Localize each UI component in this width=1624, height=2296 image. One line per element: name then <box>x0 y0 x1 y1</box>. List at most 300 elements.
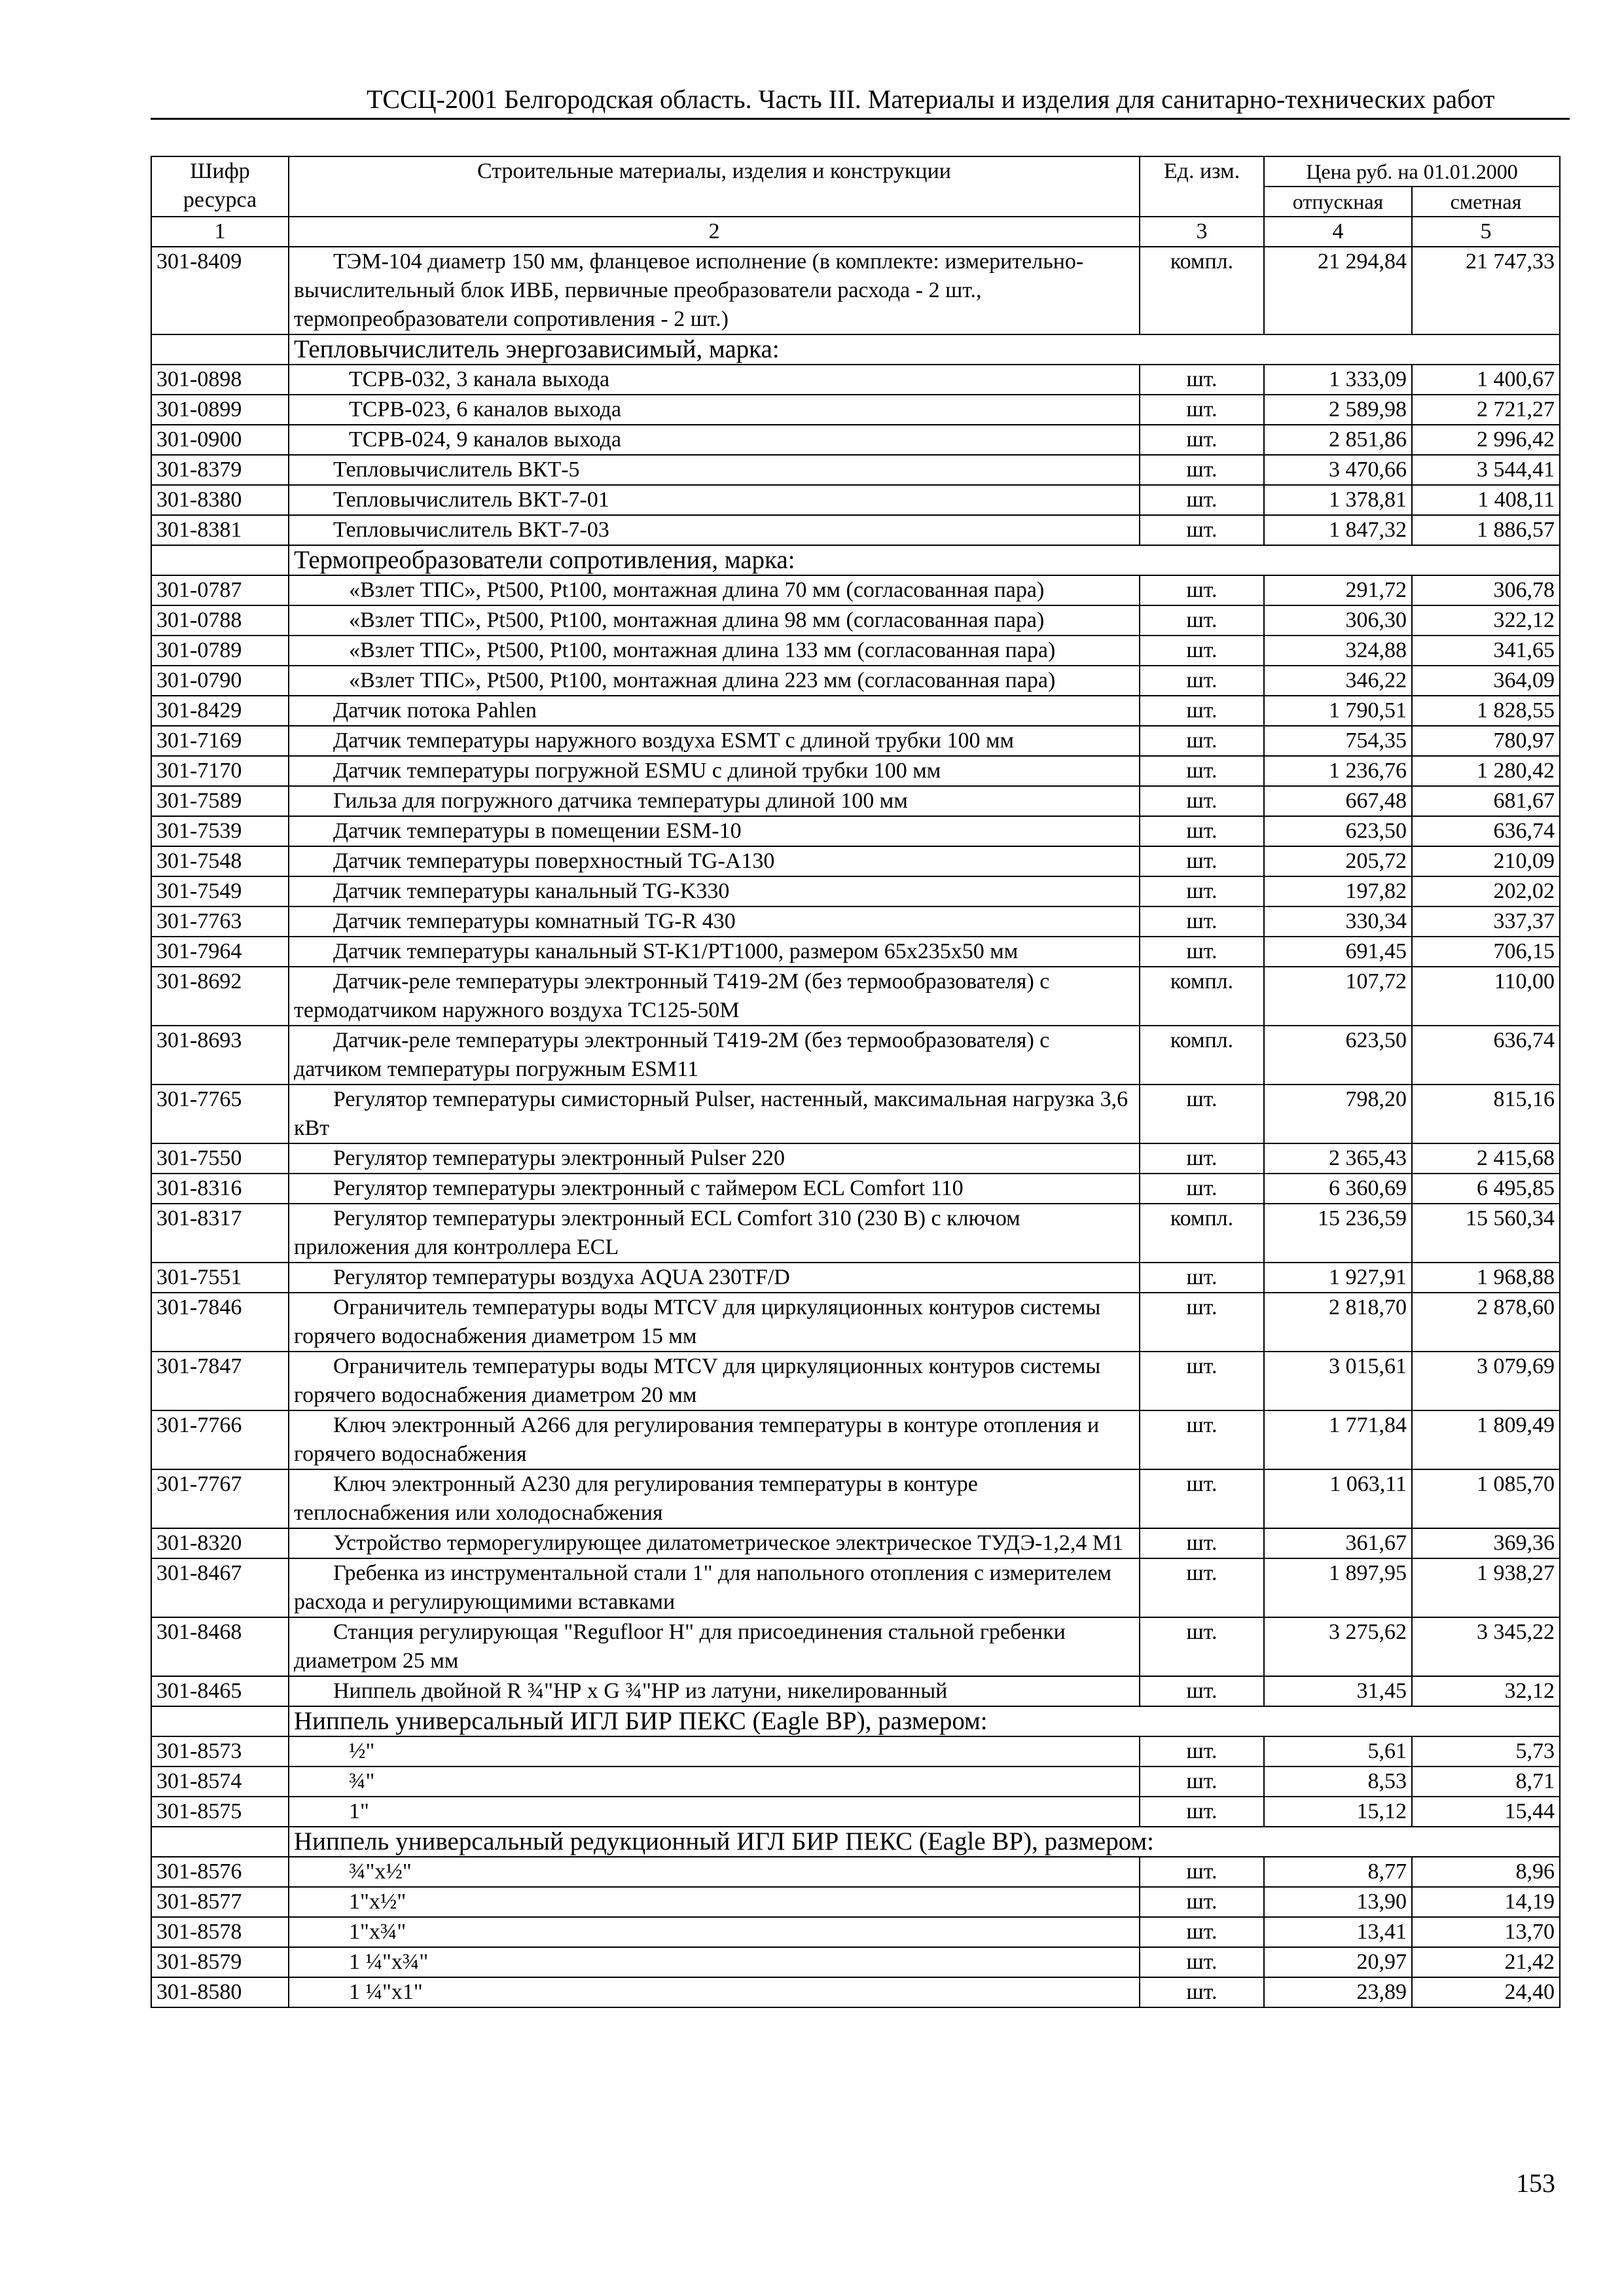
estimate-price-cell: 8,71 <box>1412 1767 1560 1797</box>
table-row <box>151 455 1560 485</box>
release-price-cell: 15,12 <box>1264 1797 1412 1827</box>
table-row <box>151 1917 1560 1947</box>
release-price-cell: 291,72 <box>1264 575 1412 605</box>
material-name-text: ТЭМ-104 диаметр 150 мм, фланцевое исполнение (в комплекте: измерительно-вычислительный блок ИВБ, первичные преобразователи расхода - 2 шт., термопреобразователи сопротивления - 2 шт.) <box>294 249 1084 331</box>
material-name-text: Тепловычислитель ВКТ-5 <box>333 457 580 482</box>
table-row <box>151 1617 1560 1676</box>
material-name-text: ТСРВ-023, 6 каналов выхода <box>349 397 622 422</box>
material-name-cell <box>289 1767 1140 1797</box>
resource-code-cell: 301-0788 <box>151 605 289 636</box>
material-name-text: Датчик-реле температуры электронный Т419-2М (без термообразователя) с датчиком температуры погружным ESM11 <box>294 1028 1050 1081</box>
release-price-cell: 20,97 <box>1264 1947 1412 1977</box>
release-price-cell: 330,34 <box>1264 906 1412 937</box>
estimate-price-cell: 306,78 <box>1412 575 1560 605</box>
unit-cell: шт. <box>1140 906 1264 937</box>
resource-code-cell: 301-8579 <box>151 1947 289 1977</box>
material-name-cell <box>289 1558 1140 1617</box>
release-price-cell: 5,61 <box>1264 1736 1412 1767</box>
unit-cell: шт. <box>1140 1917 1264 1947</box>
unit-cell: шт. <box>1140 1947 1264 1977</box>
material-name-cell <box>289 1026 1140 1085</box>
header-rule <box>151 118 1570 120</box>
material-name-text: 1"х½" <box>349 1890 406 1914</box>
group-header: Тепловычислитель энергозависимый, марка: <box>289 334 1560 365</box>
release-price-cell: 23,89 <box>1264 1977 1412 2007</box>
release-price-cell: 31,45 <box>1264 1676 1412 1706</box>
resource-code-cell: 301-0790 <box>151 666 289 696</box>
group-header-spacer <box>151 1706 289 1736</box>
material-name-text: Ограничитель температуры воды MTCV для циркуляционных контуров системы горячего водоснабжения диаметром 20 мм <box>294 1354 1101 1407</box>
release-price-cell: 6 360,69 <box>1264 1174 1412 1204</box>
material-name-cell <box>289 1736 1140 1767</box>
table-row <box>151 365 1560 395</box>
unit-cell: шт. <box>1140 1293 1264 1352</box>
column-number-row <box>151 217 1560 247</box>
material-name-text: Ключ электронный А230 для регулирования температуры в контуре теплоснабжения или холодоснабжения <box>294 1472 978 1525</box>
resource-code-cell: 301-8467 <box>151 1558 289 1617</box>
resource-code-cell: 301-8692 <box>151 967 289 1026</box>
unit-cell: шт. <box>1140 455 1264 485</box>
resource-code-cell: 301-8693 <box>151 1026 289 1085</box>
column-header-estimate: сметная <box>1412 187 1560 217</box>
material-name-text: ¾"х½" <box>349 1859 412 1884</box>
estimate-price-cell: 636,74 <box>1412 1026 1560 1085</box>
release-price-cell: 1 897,95 <box>1264 1558 1412 1617</box>
unit-cell: шт. <box>1140 1617 1264 1676</box>
release-price-cell: 798,20 <box>1264 1085 1412 1143</box>
page-header-title: ТССЦ-2001 Белгородская область. Часть III. Материалы и изделия для санитарно-технических работ <box>367 84 1495 114</box>
resource-code-cell: 301-7551 <box>151 1263 289 1293</box>
unit-cell: шт. <box>1140 1887 1264 1917</box>
unit-cell: шт. <box>1140 1767 1264 1797</box>
material-name-cell <box>289 1469 1140 1528</box>
release-price-cell: 3 015,61 <box>1264 1352 1412 1410</box>
release-price-cell: 623,50 <box>1264 816 1412 846</box>
group-header-row <box>151 1706 1560 1736</box>
table-row <box>151 696 1560 726</box>
material-name-text: 1"х¾" <box>349 1920 406 1944</box>
estimate-price-cell: 1 938,27 <box>1412 1558 1560 1617</box>
estimate-price-cell: 5,73 <box>1412 1736 1560 1767</box>
material-name-cell <box>289 756 1140 786</box>
unit-cell: шт. <box>1140 696 1264 726</box>
release-price-cell: 21 294,84 <box>1264 247 1412 334</box>
estimate-price-cell: 681,67 <box>1412 786 1560 816</box>
column-number: 5 <box>1412 217 1560 247</box>
material-name-text: Датчик-реле температуры электронный Т419-2М (без термообразователя) с термодатчиком наружного воздуха ТС125-50М <box>294 969 1050 1022</box>
unit-cell: шт. <box>1140 1469 1264 1528</box>
material-name-text: Тепловычислитель ВКТ-7-03 <box>333 518 609 542</box>
material-name-text: Регулятор температуры воздуха AQUA 230TF/D <box>333 1265 790 1289</box>
release-price-cell: 754,35 <box>1264 726 1412 756</box>
resource-code-cell: 301-7765 <box>151 1085 289 1143</box>
unit-cell: компл. <box>1140 1204 1264 1263</box>
material-name-cell <box>289 1617 1140 1676</box>
estimate-price-cell: 636,74 <box>1412 816 1560 846</box>
material-name-cell <box>289 786 1140 816</box>
release-price-cell: 1 790,51 <box>1264 696 1412 726</box>
release-price-cell: 2 589,98 <box>1264 395 1412 425</box>
estimate-price-cell: 780,97 <box>1412 726 1560 756</box>
material-name-cell <box>289 1204 1140 1263</box>
estimate-price-cell: 2 721,27 <box>1412 395 1560 425</box>
material-name-text: ¾" <box>349 1769 375 1793</box>
material-name-text: «Взлет ТПС», Pt500, Pt100, монтажная длина 133 мм (согласованная пара) <box>349 638 1056 662</box>
estimate-price-cell: 337,37 <box>1412 906 1560 937</box>
release-price-cell: 2 851,86 <box>1264 425 1412 455</box>
release-price-cell: 1 378,81 <box>1264 485 1412 515</box>
material-name-text: 1 ¼"х¾" <box>349 1950 429 1974</box>
material-name-text: ТСРВ-024, 9 каналов выхода <box>349 427 622 452</box>
material-name-cell <box>289 846 1140 876</box>
material-name-text: Регулятор температуры электронный с таймером ECL Comfort 110 <box>333 1176 964 1200</box>
release-price-cell: 13,41 <box>1264 1917 1412 1947</box>
table-row <box>151 967 1560 1026</box>
unit-cell: шт. <box>1140 756 1264 786</box>
resource-code-cell: 301-8580 <box>151 1977 289 2007</box>
table-row <box>151 1947 1560 1977</box>
release-price-cell: 205,72 <box>1264 846 1412 876</box>
column-header-release: отпускная <box>1264 187 1412 217</box>
unit-cell: шт. <box>1140 1977 1264 2007</box>
material-name-cell <box>289 605 1140 636</box>
resource-code-cell: 301-8468 <box>151 1617 289 1676</box>
resource-code-cell: 301-8320 <box>151 1528 289 1558</box>
release-price-cell: 197,82 <box>1264 876 1412 906</box>
unit-cell: шт. <box>1140 1174 1264 1204</box>
group-header-spacer <box>151 1827 289 1857</box>
resource-code-cell: 301-7169 <box>151 726 289 756</box>
material-name-text: Гребенка из инструментальной стали 1" для напольного отопления с измерителем расхода и регулирующимими вставками <box>294 1561 1112 1614</box>
estimate-price-cell: 341,65 <box>1412 636 1560 666</box>
column-header-unit: Ед. изм. <box>1140 156 1264 217</box>
release-price-cell: 1 063,11 <box>1264 1469 1412 1528</box>
material-name-cell <box>289 906 1140 937</box>
unit-cell: шт. <box>1140 1263 1264 1293</box>
unit-cell: компл. <box>1140 1026 1264 1085</box>
material-name-cell <box>289 636 1140 666</box>
material-name-cell <box>289 485 1140 515</box>
table-row <box>151 1085 1560 1143</box>
material-name-text: Регулятор температуры симисторный Pulser, настенный, максимальная нагрузка 3,6 кВт <box>294 1087 1128 1140</box>
column-number: 1 <box>151 217 289 247</box>
material-name-cell <box>289 1174 1140 1204</box>
group-header-spacer <box>151 334 289 365</box>
resource-code-cell: 301-7589 <box>151 786 289 816</box>
material-name-text: Гильза для погружного датчика температуры длиной 100 мм <box>333 789 908 813</box>
estimate-price-cell: 202,02 <box>1412 876 1560 906</box>
material-name-cell <box>289 1947 1140 1977</box>
table-row <box>151 425 1560 455</box>
material-name-cell <box>289 1410 1140 1469</box>
estimate-price-cell: 110,00 <box>1412 967 1560 1026</box>
material-name-text: «Взлет ТПС», Pt500, Pt100, монтажная длина 98 мм (согласованная пара) <box>349 608 1045 632</box>
material-name-text: Регулятор температуры электронный Pulser 220 <box>333 1146 785 1170</box>
estimate-price-cell: 1 828,55 <box>1412 696 1560 726</box>
group-header-row <box>151 334 1560 365</box>
unit-cell: шт. <box>1140 1797 1264 1827</box>
group-header: Термопреобразователи сопротивления, марка: <box>289 545 1560 575</box>
release-price-cell: 8,53 <box>1264 1767 1412 1797</box>
column-number: 2 <box>289 217 1140 247</box>
column-number: 4 <box>1264 217 1412 247</box>
unit-cell: шт. <box>1140 605 1264 636</box>
unit-cell: шт. <box>1140 846 1264 876</box>
unit-cell: шт. <box>1140 1736 1264 1767</box>
table-row <box>151 575 1560 605</box>
release-price-cell: 1 236,76 <box>1264 756 1412 786</box>
estimate-price-cell: 3 079,69 <box>1412 1352 1560 1410</box>
estimate-price-cell: 1 886,57 <box>1412 515 1560 545</box>
material-name-cell <box>289 1143 1140 1174</box>
material-name-text: Датчик температуры канальный TG-K330 <box>333 879 730 903</box>
table-row <box>151 1528 1560 1558</box>
material-name-cell <box>289 816 1140 846</box>
table-row <box>151 937 1560 967</box>
table-row <box>151 1887 1560 1917</box>
unit-cell: шт. <box>1140 485 1264 515</box>
release-price-cell: 667,48 <box>1264 786 1412 816</box>
unit-cell: шт. <box>1140 636 1264 666</box>
release-price-cell: 1 847,32 <box>1264 515 1412 545</box>
material-name-cell <box>289 1917 1140 1947</box>
estimate-price-cell: 210,09 <box>1412 846 1560 876</box>
resource-code-cell: 301-8577 <box>151 1887 289 1917</box>
resource-code-cell: 301-8316 <box>151 1174 289 1204</box>
release-price-cell: 2 818,70 <box>1264 1293 1412 1352</box>
material-name-text: Датчик температуры в помещении ESM-10 <box>333 819 742 843</box>
material-name-text: Датчик потока Pahlen <box>333 698 537 723</box>
table-row <box>151 1026 1560 1085</box>
table-row <box>151 1736 1560 1767</box>
column-header-price: Цена руб. на 01.01.2000 <box>1264 156 1560 187</box>
material-name-text: «Взлет ТПС», Pt500, Pt100, монтажная длина 223 мм (согласованная пара) <box>349 668 1056 692</box>
group-header-spacer <box>151 545 289 575</box>
resource-code-cell: 301-0900 <box>151 425 289 455</box>
material-name-cell <box>289 1085 1140 1143</box>
group-header: Ниппель универсальный ИГЛ БИР ПЕКС (Eagle BP), размером: <box>289 1706 1560 1736</box>
resource-code-cell: 301-8575 <box>151 1797 289 1827</box>
resource-code-cell: 301-7548 <box>151 846 289 876</box>
resource-code-cell: 301-0789 <box>151 636 289 666</box>
unit-cell: шт. <box>1140 726 1264 756</box>
material-name-text: 1 ¼"х1" <box>349 1980 423 2004</box>
resource-code-cell: 301-8379 <box>151 455 289 485</box>
table-row <box>151 1469 1560 1528</box>
resource-code-cell: 301-0898 <box>151 365 289 395</box>
material-name-cell <box>289 575 1140 605</box>
estimate-price-cell: 3 345,22 <box>1412 1617 1560 1676</box>
estimate-price-cell: 1 809,49 <box>1412 1410 1560 1469</box>
material-name-cell <box>289 1263 1140 1293</box>
unit-cell: шт. <box>1140 1857 1264 1887</box>
unit-cell: шт. <box>1140 1528 1264 1558</box>
material-name-cell <box>289 967 1140 1026</box>
estimate-price-cell: 3 544,41 <box>1412 455 1560 485</box>
estimate-price-cell: 13,70 <box>1412 1917 1560 1947</box>
table-row <box>151 756 1560 786</box>
estimate-price-cell: 369,36 <box>1412 1528 1560 1558</box>
material-name-text: Устройство терморегулирующее дилатометрическое электрическое ТУДЭ-1,2,4 М1 <box>333 1531 1124 1555</box>
material-name-text: Регулятор температуры электронный ECL Comfort 310 (230 В) с ключом приложения для контроллера ECL <box>294 1206 1020 1259</box>
material-name-cell <box>289 455 1140 485</box>
column-number: 3 <box>1140 217 1264 247</box>
column-header-code: Шифр ресурса <box>151 156 289 217</box>
unit-cell: шт. <box>1140 937 1264 967</box>
table-row <box>151 876 1560 906</box>
material-name-text: ½" <box>349 1739 375 1763</box>
table-row <box>151 1558 1560 1617</box>
table-row <box>151 1767 1560 1797</box>
material-name-cell <box>289 1676 1140 1706</box>
unit-cell: шт. <box>1140 575 1264 605</box>
table-body <box>151 247 1560 2007</box>
table-row <box>151 1977 1560 2007</box>
estimate-price-cell: 21,42 <box>1412 1947 1560 1977</box>
table-row <box>151 1676 1560 1706</box>
resource-code-cell: 301-7550 <box>151 1143 289 1174</box>
table-row <box>151 1293 1560 1352</box>
table-row <box>151 605 1560 636</box>
release-price-cell: 8,77 <box>1264 1857 1412 1887</box>
material-name-cell <box>289 425 1140 455</box>
estimate-price-cell: 8,96 <box>1412 1857 1560 1887</box>
estimate-price-cell: 815,16 <box>1412 1085 1560 1143</box>
material-name-text: Датчик температуры канальный ST-K1/PT1000, размером 65х235х50 мм <box>333 939 1019 963</box>
unit-cell: шт. <box>1140 1410 1264 1469</box>
estimate-price-cell: 364,09 <box>1412 666 1560 696</box>
material-name-text: Ниппель двойной R ¾"НР х G ¾"НР из латуни, никелированный <box>333 1679 948 1703</box>
material-name-cell <box>289 365 1140 395</box>
estimate-price-cell: 1 400,67 <box>1412 365 1560 395</box>
release-price-cell: 346,22 <box>1264 666 1412 696</box>
release-price-cell: 623,50 <box>1264 1026 1412 1085</box>
unit-cell: шт. <box>1140 1676 1264 1706</box>
resource-code-cell: 301-8409 <box>151 247 289 334</box>
resource-code-cell: 301-8317 <box>151 1204 289 1263</box>
table-row <box>151 1352 1560 1410</box>
resource-code-cell: 301-7763 <box>151 906 289 937</box>
estimate-price-cell: 2 415,68 <box>1412 1143 1560 1174</box>
material-name-text: Тепловычислитель ВКТ-7-01 <box>333 488 609 512</box>
table-row <box>151 636 1560 666</box>
release-price-cell: 1 333,09 <box>1264 365 1412 395</box>
estimate-price-cell: 15 560,34 <box>1412 1204 1560 1263</box>
estimate-price-cell: 322,12 <box>1412 605 1560 636</box>
estimate-price-cell: 14,19 <box>1412 1887 1560 1917</box>
resource-code-cell: 301-7549 <box>151 876 289 906</box>
table-row <box>151 906 1560 937</box>
estimate-price-cell: 6 495,85 <box>1412 1174 1560 1204</box>
material-name-cell <box>289 666 1140 696</box>
unit-cell: шт. <box>1140 1143 1264 1174</box>
material-name-text: Ограничитель температуры воды MTCV для циркуляционных контуров системы горячего водоснабжения диаметром 15 мм <box>294 1295 1101 1348</box>
resource-code-cell: 301-8576 <box>151 1857 289 1887</box>
material-name-cell <box>289 1352 1140 1410</box>
material-name-cell <box>289 726 1140 756</box>
table-row <box>151 1174 1560 1204</box>
price-table <box>151 156 1561 2008</box>
material-name-cell <box>289 1797 1140 1827</box>
material-name-cell <box>289 937 1140 967</box>
material-name-cell <box>289 395 1140 425</box>
release-price-cell: 107,72 <box>1264 967 1412 1026</box>
release-price-cell: 361,67 <box>1264 1528 1412 1558</box>
resource-code-cell: 301-8573 <box>151 1736 289 1767</box>
table-row <box>151 485 1560 515</box>
table-row <box>151 666 1560 696</box>
unit-cell: шт. <box>1140 395 1264 425</box>
unit-cell: шт. <box>1140 816 1264 846</box>
material-name-cell <box>289 1887 1140 1917</box>
unit-cell: шт. <box>1140 666 1264 696</box>
estimate-price-cell: 1 280,42 <box>1412 756 1560 786</box>
resource-code-cell: 301-7767 <box>151 1469 289 1528</box>
resource-code-cell: 301-8578 <box>151 1917 289 1947</box>
estimate-price-cell: 1 408,11 <box>1412 485 1560 515</box>
resource-code-cell: 301-0787 <box>151 575 289 605</box>
resource-code-cell: 301-8380 <box>151 485 289 515</box>
table-row <box>151 247 1560 334</box>
material-name-cell <box>289 1293 1140 1352</box>
table-row <box>151 786 1560 816</box>
unit-cell: шт. <box>1140 425 1264 455</box>
estimate-price-cell: 21 747,33 <box>1412 247 1560 334</box>
material-name-text: ТСРВ-032, 3 канала выхода <box>349 367 610 391</box>
group-header-row <box>151 1827 1560 1857</box>
estimate-price-cell: 15,44 <box>1412 1797 1560 1827</box>
table-row <box>151 846 1560 876</box>
material-name-cell <box>289 515 1140 545</box>
resource-code-cell: 301-8429 <box>151 696 289 726</box>
material-name-text: «Взлет ТПС», Pt500, Pt100, монтажная длина 70 мм (согласованная пара) <box>349 578 1045 602</box>
table-row <box>151 1857 1560 1887</box>
resource-code-cell: 301-7846 <box>151 1293 289 1352</box>
unit-cell: компл. <box>1140 967 1264 1026</box>
material-name-cell <box>289 247 1140 334</box>
unit-cell: шт. <box>1140 1085 1264 1143</box>
unit-cell: компл. <box>1140 247 1264 334</box>
resource-code-cell: 301-8574 <box>151 1767 289 1797</box>
resource-code-cell: 301-8465 <box>151 1676 289 1706</box>
resource-code-cell: 301-7766 <box>151 1410 289 1469</box>
estimate-price-cell: 32,12 <box>1412 1676 1560 1706</box>
unit-cell: шт. <box>1140 876 1264 906</box>
unit-cell: шт. <box>1140 1352 1264 1410</box>
resource-code-cell: 301-7539 <box>151 816 289 846</box>
resource-code-cell: 301-8381 <box>151 515 289 545</box>
material-name-text: Датчик температуры комнатный TG-R 430 <box>333 909 736 933</box>
table-row <box>151 816 1560 846</box>
estimate-price-cell: 2 996,42 <box>1412 425 1560 455</box>
material-name-text: Станция регулирующая "Regufloor H" для присоединения стальной гребенки диаметром 25 мм <box>294 1620 1066 1673</box>
material-name-cell <box>289 1857 1140 1887</box>
resource-code-cell: 301-7170 <box>151 756 289 786</box>
estimate-price-cell: 706,15 <box>1412 937 1560 967</box>
release-price-cell: 2 365,43 <box>1264 1143 1412 1174</box>
table-row <box>151 1797 1560 1827</box>
material-name-text: Датчик температуры наружного воздуха ESMT с длиной трубки 100 мм <box>333 728 1014 753</box>
column-header-name: Строительные материалы, изделия и конструкции <box>289 156 1140 217</box>
table-row <box>151 1263 1560 1293</box>
unit-cell: шт. <box>1140 365 1264 395</box>
group-header-row <box>151 545 1560 575</box>
group-header: Ниппель универсальный редукционный ИГЛ БИР ПЕКС (Eagle BP), размером: <box>289 1827 1560 1857</box>
estimate-price-cell: 24,40 <box>1412 1977 1560 2007</box>
release-price-cell: 13,90 <box>1264 1887 1412 1917</box>
release-price-cell: 15 236,59 <box>1264 1204 1412 1263</box>
unit-cell: шт. <box>1140 786 1264 816</box>
